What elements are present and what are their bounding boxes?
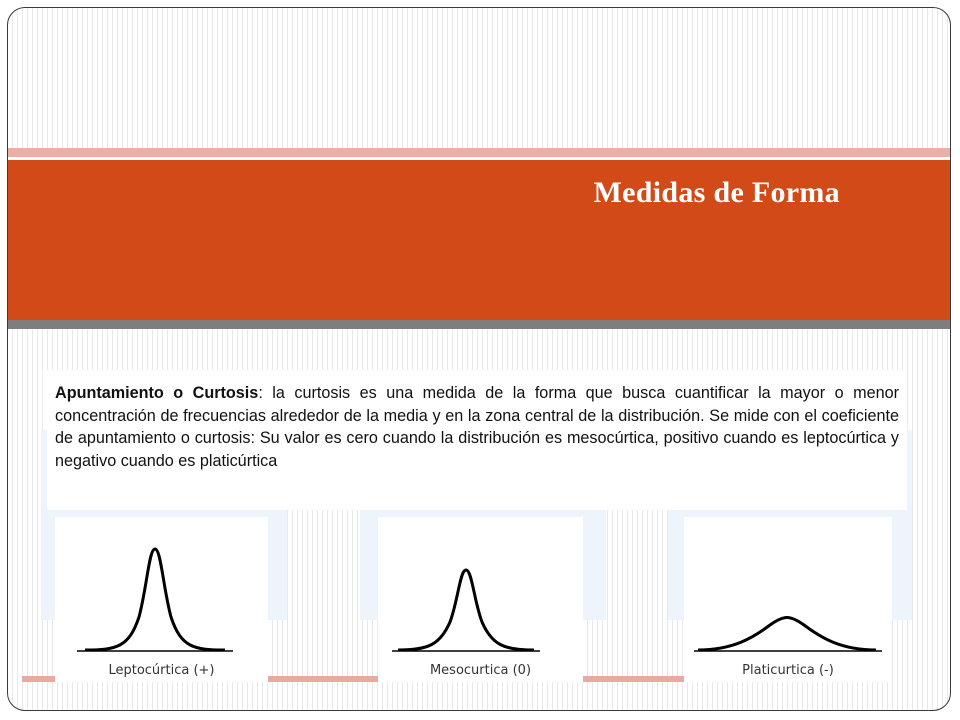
mesokurtic-label: Mesocurtica (0) [429, 663, 532, 678]
title-band-top-accent [8, 148, 950, 157]
leptokurtic-label: Leptocúrtica (+) [108, 663, 215, 678]
leptokurtic-figure [55, 517, 268, 682]
mesokurtic-curve-diagram [378, 517, 583, 682]
mesokurtic-curve [398, 570, 534, 650]
slide-title: Medidas de Forma [593, 176, 840, 209]
platykurtic-curve-diagram [684, 517, 892, 682]
leptokurtic-curve-diagram [55, 517, 268, 682]
definition-text-box [47, 370, 907, 510]
mesokurtic-figure [378, 517, 583, 682]
definition-paragraph [55, 382, 899, 472]
definition-text: : la curtosis es una medida de la forma que busca cuantificar la mayor o menor concentración de frecuencias alrededor de la media y en la zona central de la distribución. Se mide con el coeficiente de apuntamiento o curtosis: Su valor es cero cuando la distribución es mesocúrtica, positivo cuando es leptocúrtica y negativo cuando es platicúrtica [55, 384, 899, 470]
platykurtic-curve [698, 618, 876, 651]
leptokurtic-curve [85, 549, 225, 650]
title-band-bottom-accent [8, 320, 950, 329]
definition-term: Apuntamiento o Curtosis [55, 384, 259, 402]
platykurtic-figure [684, 517, 892, 682]
platykurtic-label: Platicurtica (-) [742, 663, 834, 678]
